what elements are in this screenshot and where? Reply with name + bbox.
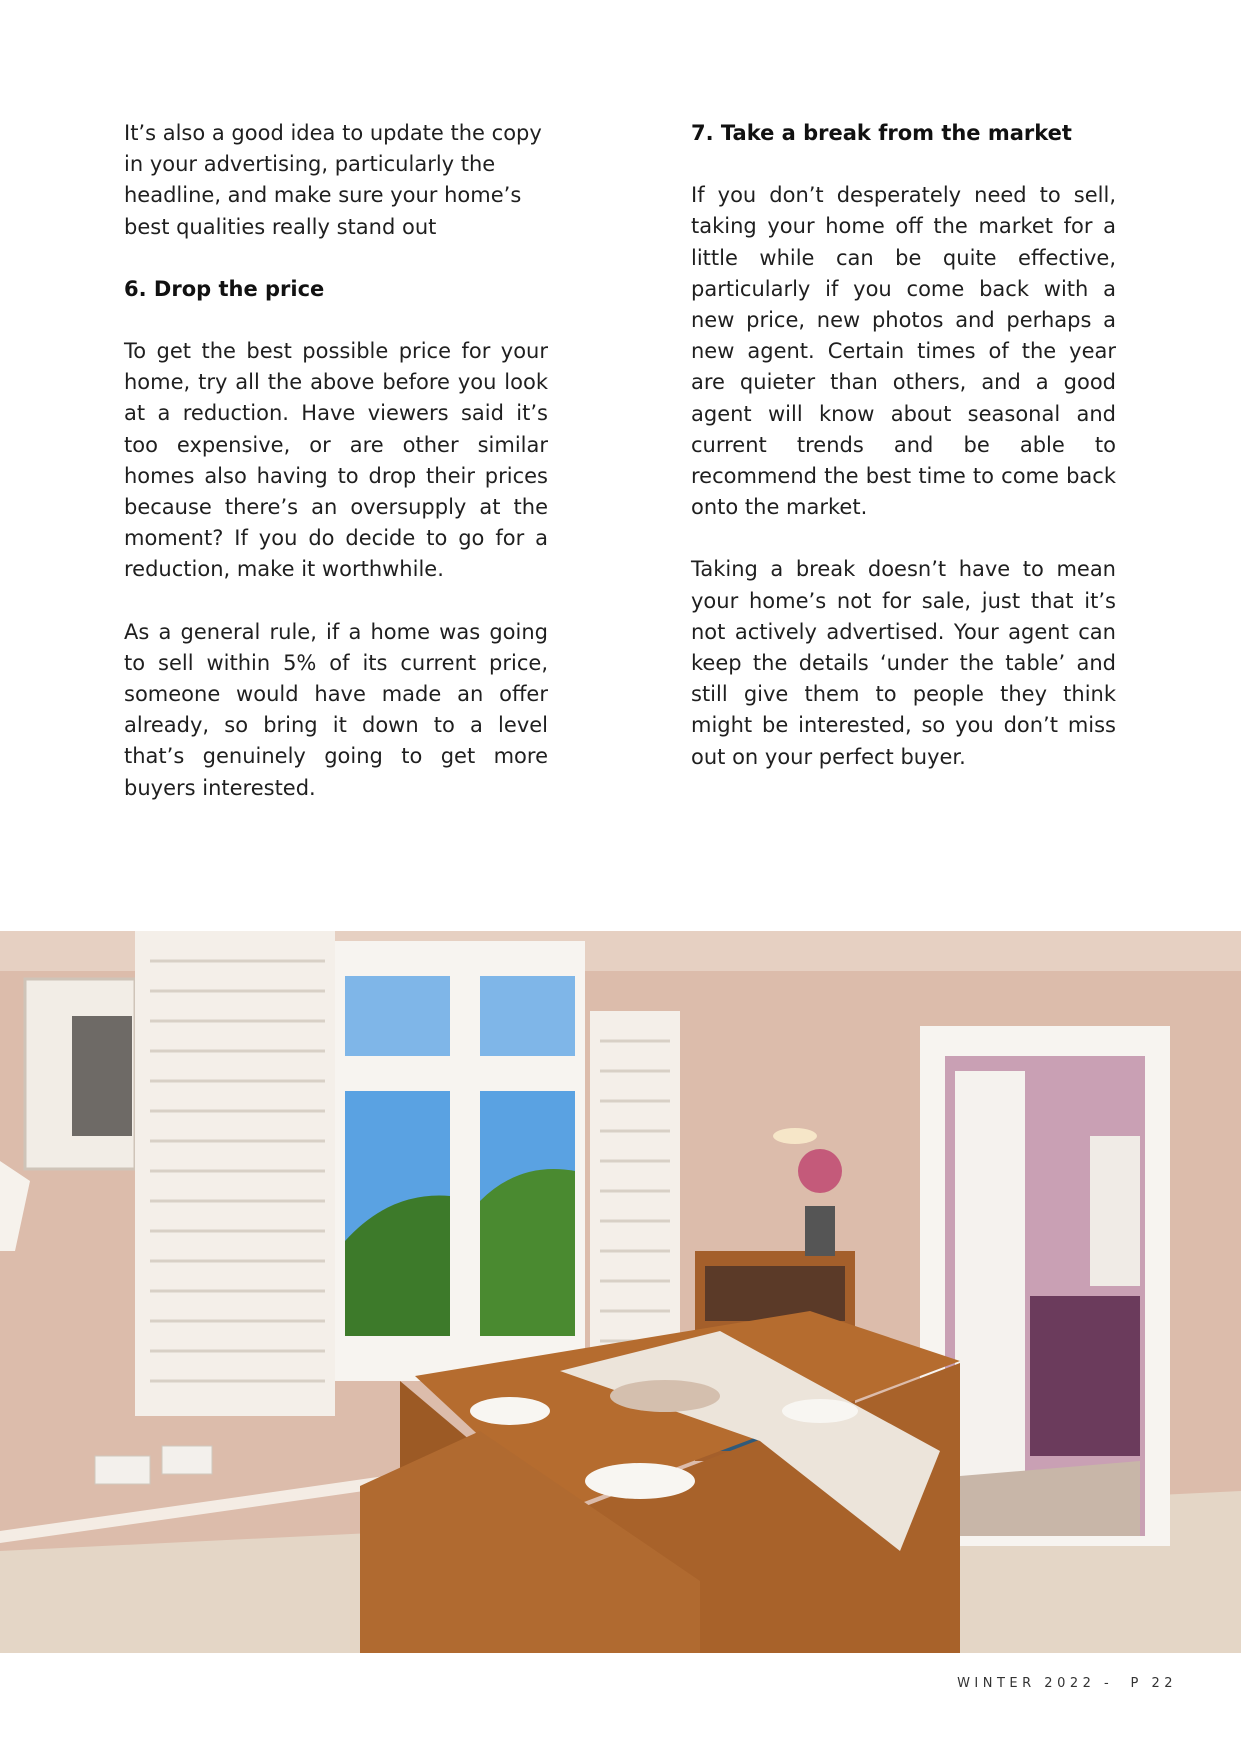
take-break-paragraph-2: Taking a break doesn’t have to mean your home’s not for sale, just that it’s not actively advertised. Your agent can keep the details ‘under the table’ and still give them to people they think might be interested, so you don’t miss out on your perfect buyer. [691,557,1116,769]
left-column [124,118,548,835]
section-heading-take-break: 7. Take a break from the market [691,121,1072,145]
intro-paragraph: It’s also a good idea to update the copy in your advertising, particularly the headline, and make sure your home’s best qualities really stand out [124,121,542,239]
drop-price-paragraph-2: As a general rule, if a home was going to sell within 5% of its current price, someone would have made an offer already, so bring it down to a level that’s genuinely going to get more buyers interested. [124,619,548,800]
section-heading-drop-price: 6. Drop the price [124,276,325,301]
right-column [691,118,1116,804]
dining-room-photo [0,931,1241,1653]
issue-label: WINTER 2022 - [957,1676,1114,1691]
drop-price-paragraph-1: To get the best possible price for your home, try all the above before you look at a reduction. Have viewers said it’s too expensive, or are other similar homes also having to drop their prices because there’s an oversupply at the moment? If you do decide to go for a reduction, make it worthwhile. [124,339,548,582]
take-break-paragraph-1: If you don’t desperately need to sell, taking your home off the market for a little while can be quite effective, particularly if you come back with a new price, new photos and perhaps a new agent. Certain times of the year are quieter than others, and a good agent will know about seasonal and current trends and be able to recommend the best time to come back onto the market. [691,183,1116,520]
page-footer [957,1676,1177,1691]
page-number: P 22 [1130,1676,1177,1691]
